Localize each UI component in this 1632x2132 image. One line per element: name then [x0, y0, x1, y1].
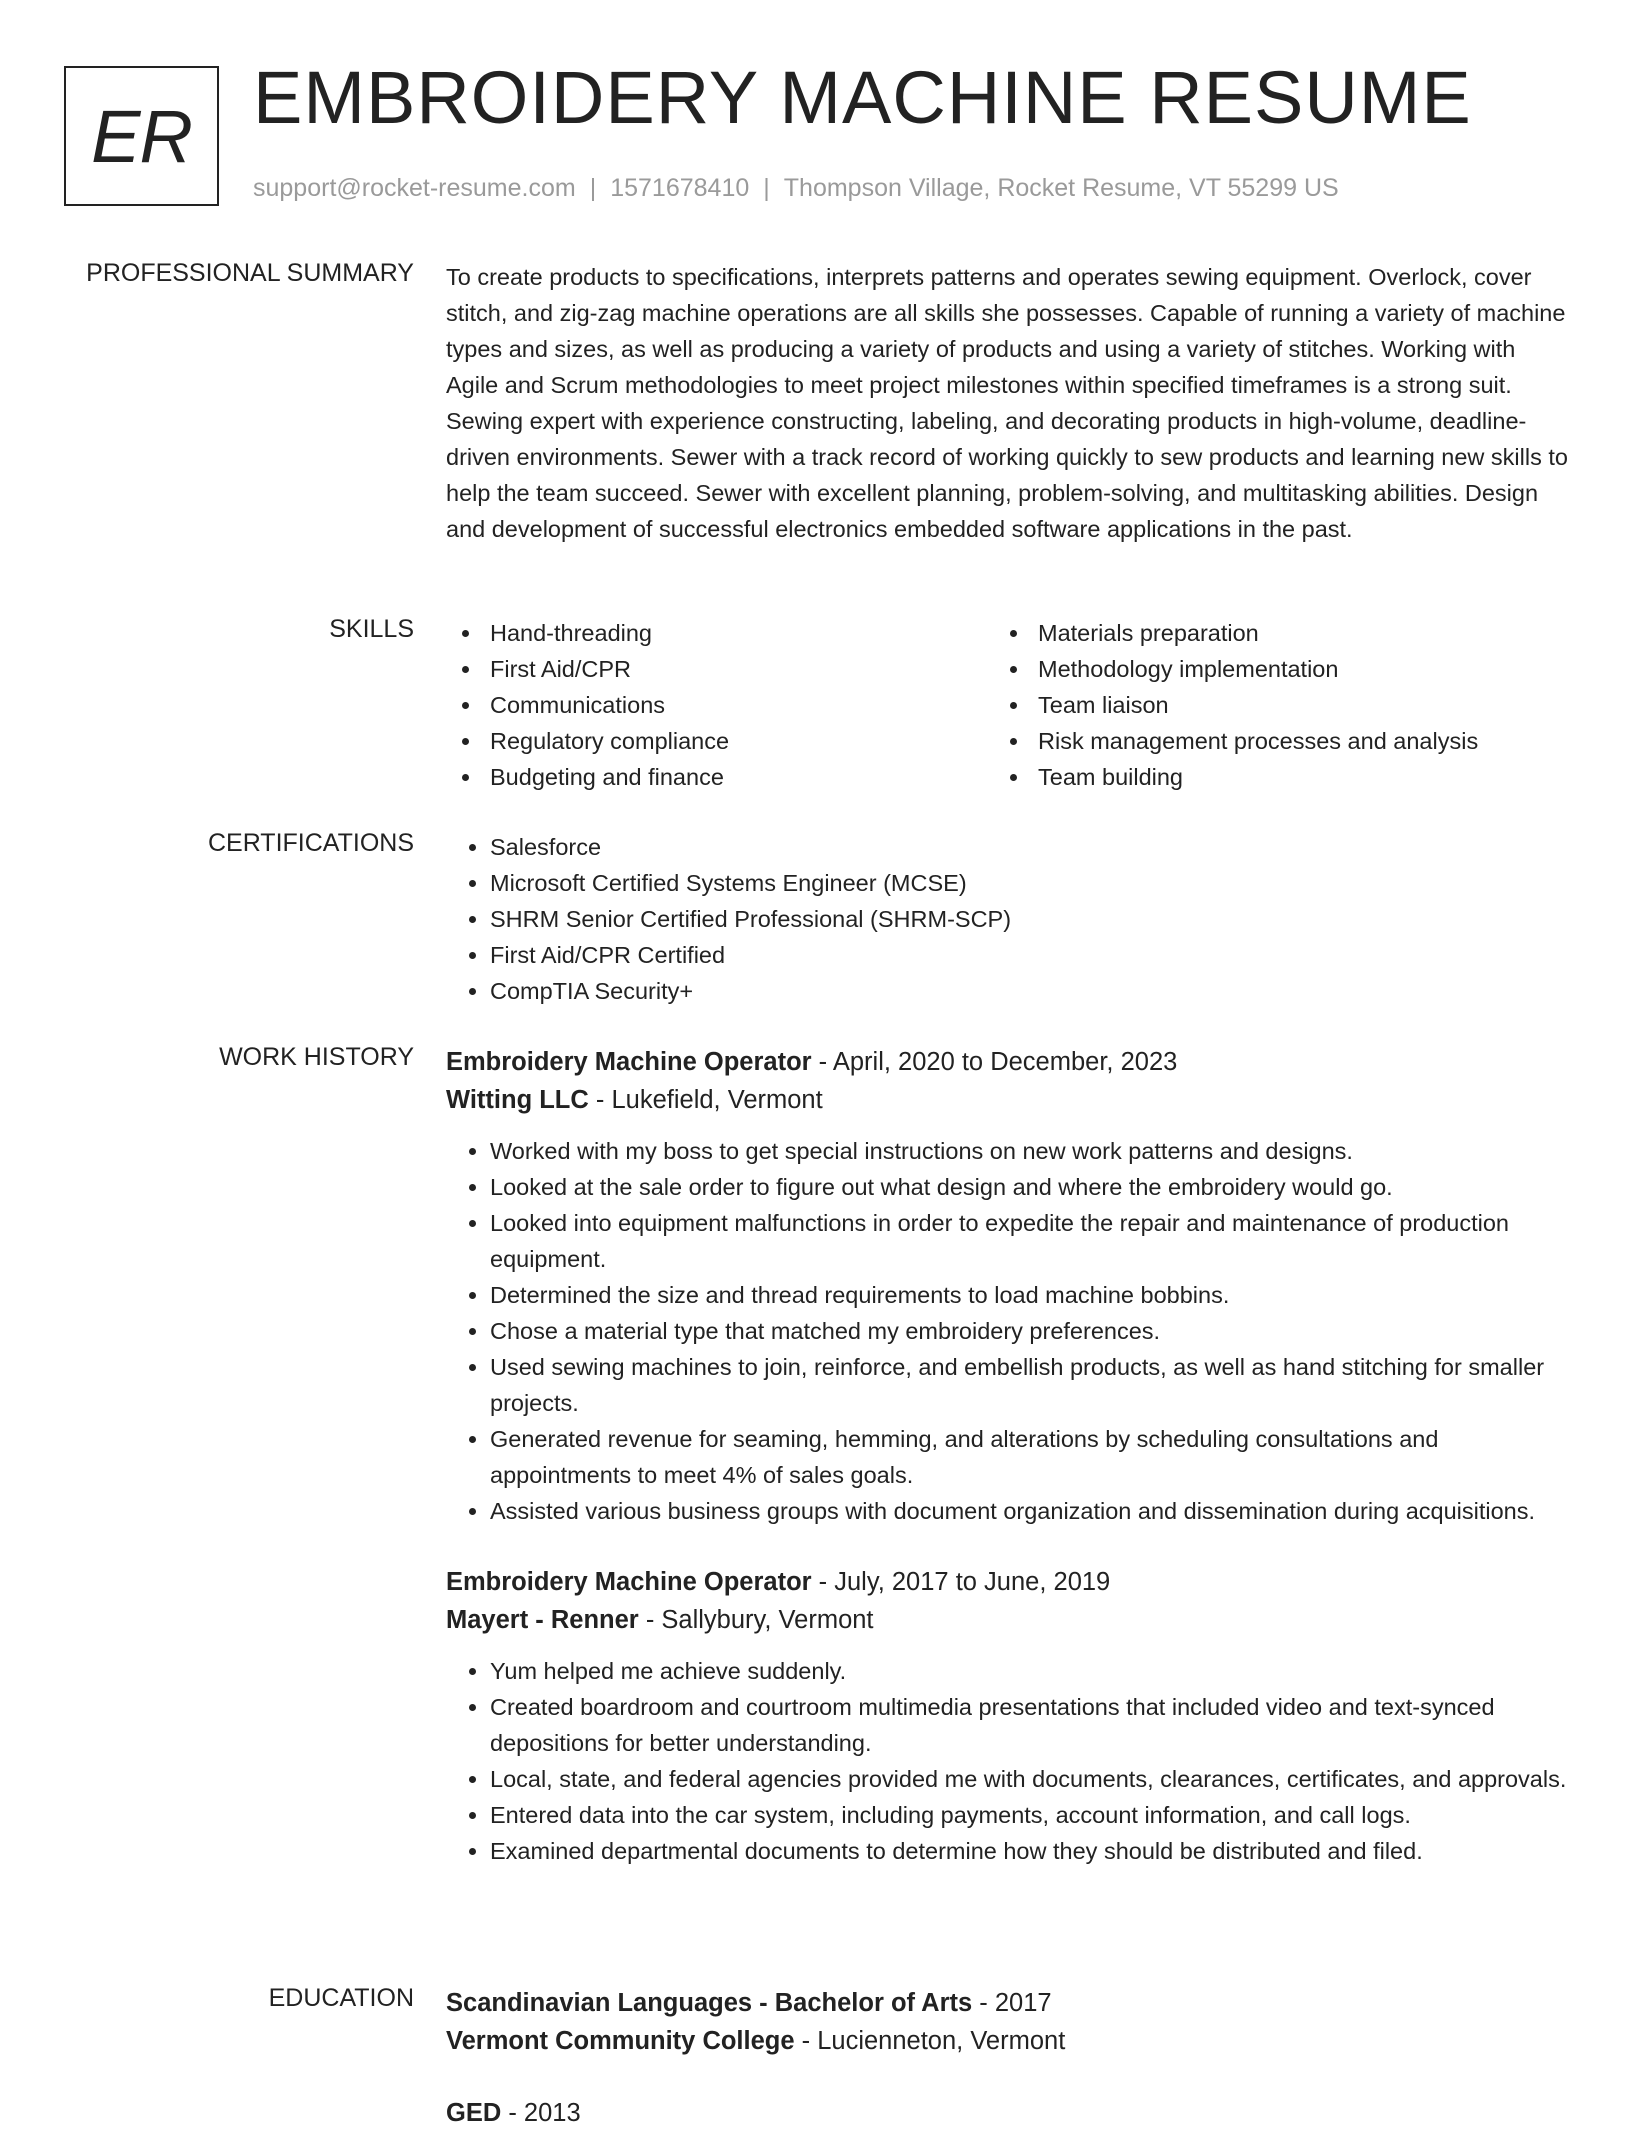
skill-item: Risk management processes and analysis	[994, 723, 1554, 759]
education-degree-line	[446, 1984, 1570, 2022]
contact-address: Thompson Village, Rocket Resume, VT 55299 US	[783, 174, 1339, 202]
page-title: EMBROIDERY MACHINE RESUME	[253, 56, 1472, 139]
education-school: Vermont Community College	[446, 2027, 795, 2055]
job-bullet: • Yum helped me achieve suddenly.	[490, 1653, 1570, 1689]
job-bullet: • Local, state, and federal agencies provided me with documents, clearances, certificates, and approvals.	[490, 1761, 1570, 1797]
skill-item: Communications	[446, 687, 994, 723]
education-year: - 2017	[972, 1989, 1052, 2017]
contact-line	[253, 174, 1339, 203]
education-degree: GED	[446, 2099, 502, 2127]
job-bullet: • Generated revenue for seaming, hemming, and alterations by scheduling consultations and appointments to meet 4% of sales goals.	[490, 1421, 1570, 1493]
certification-item: • SHRM Senior Certified Professional (SHRM-SCP)	[490, 901, 1570, 937]
job-location: - Sallybury, Vermont	[638, 1606, 874, 1634]
job-bullet: • Used sewing machines to join, reinforce, and embellish products, as well as hand stitching for smaller projects.	[490, 1349, 1570, 1421]
job-bullet: • Created boardroom and courtroom multimedia presentations that included video and text-synced depositions for better understanding.	[490, 1689, 1570, 1761]
job-dates: - April, 2020 to December, 2023	[811, 1048, 1178, 1076]
job-bullet: • Looked into equipment malfunctions in order to expedite the repair and maintenance of production equipment.	[490, 1205, 1570, 1277]
job-bullet: • Examined departmental documents to determine how they should be distributed and filed.	[490, 1833, 1570, 1869]
education-entry	[446, 2094, 1570, 2132]
education-entry	[446, 1984, 1570, 2060]
work-history-body	[446, 1043, 1570, 1869]
skill-item: Methodology implementation	[994, 651, 1554, 687]
education-heading: EDUCATION	[268, 1984, 414, 2012]
education-body	[446, 1984, 1570, 2132]
certification-item: • Microsoft Certified Systems Engineer (MCSE)	[490, 865, 1570, 901]
summary-text: To create products to specifications, interprets patterns and operates sewing equipment. Overlock, cover stitch, and zig-zag machine operations are all skills she possesses. Capable of running a variety of machine types and sizes, as well as producing a variety of products and using a variety of stitches. Working with Agile and Scrum methodologies to meet project milestones within specified timeframes is a strong suit. Sewing expert with experience constructing, labeling, and decorating products in high-volume, deadline-driven environments. Sewer with a track record of working quickly to sew products and learning new skills to help the team succeed. Sewer with excellent planning, problem-solving, and multitasking abilities. Design and development of successful electronics embedded software applications in the past.	[446, 264, 1568, 542]
job-entry	[446, 1563, 1570, 1869]
job-location: - Lukefield, Vermont	[588, 1086, 823, 1114]
work-history-heading: WORK HISTORY	[219, 1043, 414, 1071]
job-bullets	[446, 1653, 1570, 1869]
skill-item: Hand-threading	[446, 615, 994, 651]
job-title: Embroidery Machine Operator	[446, 1048, 812, 1076]
skills-body	[446, 615, 1570, 795]
job-bullet: • Worked with my boss to get special instructions on new work patterns and designs.	[490, 1133, 1570, 1169]
job-company: Witting LLC	[446, 1086, 589, 1114]
certifications-heading: CERTIFICATIONS	[207, 829, 414, 857]
certification-item: • CompTIA Security+	[490, 973, 1570, 1009]
monogram-logo: ER	[64, 66, 219, 206]
skills-list	[446, 615, 1570, 795]
job-spacer	[446, 1529, 1570, 1563]
education-school-line	[446, 2022, 1570, 2060]
job-bullet: • Chose a material type that matched my embroidery preferences.	[490, 1313, 1570, 1349]
certification-item: • Salesforce	[490, 829, 1570, 865]
skill-item: Budgeting and finance	[446, 759, 994, 795]
skill-item: First Aid/CPR	[446, 651, 994, 687]
education-location: - Lucienneton, Vermont	[794, 2027, 1066, 2055]
education-year: - 2013	[501, 2099, 581, 2127]
job-bullet: • Looked at the sale order to figure out what design and where the embroidery would go.	[490, 1169, 1570, 1205]
certification-item: • First Aid/CPR Certified	[490, 937, 1570, 973]
job-title-line	[446, 1563, 1570, 1601]
certifications-body	[446, 829, 1570, 1009]
education-spacer	[446, 2060, 1570, 2094]
skills-heading: SKILLS	[329, 615, 414, 643]
job-company: Mayert - Renner	[446, 1606, 639, 1634]
contact-phone: 1571678410	[610, 174, 750, 202]
skill-item: Materials preparation	[994, 615, 1554, 651]
job-bullet: • Entered data into the car system, including payments, account information, and call logs.	[490, 1797, 1570, 1833]
job-bullet: • Determined the size and thread requirements to load machine bobbins.	[490, 1277, 1570, 1313]
education-degree-line	[446, 2094, 1570, 2132]
summary-heading: PROFESSIONAL SUMMARY	[86, 259, 414, 287]
job-dates: - July, 2017 to June, 2019	[811, 1568, 1111, 1596]
contact-separator: |	[763, 174, 770, 202]
education-degree: Scandinavian Languages - Bachelor of Arts	[446, 1989, 973, 2017]
contact-separator: |	[589, 174, 597, 202]
skill-item: Team liaison	[994, 687, 1554, 723]
certifications-list	[446, 829, 1570, 1009]
job-bullets	[446, 1133, 1570, 1529]
job-company-line	[446, 1601, 1570, 1639]
job-title: Embroidery Machine Operator	[446, 1568, 812, 1596]
job-bullet: • Assisted various business groups with document organization and dissemination during acquisitions.	[490, 1493, 1570, 1529]
job-title-line	[446, 1043, 1570, 1081]
skill-item: Regulatory compliance	[446, 723, 994, 759]
contact-email: support@rocket-resume.com	[253, 174, 576, 202]
skill-item: Team building	[994, 759, 1554, 795]
job-company-line	[446, 1081, 1570, 1119]
job-entry	[446, 1043, 1570, 1529]
